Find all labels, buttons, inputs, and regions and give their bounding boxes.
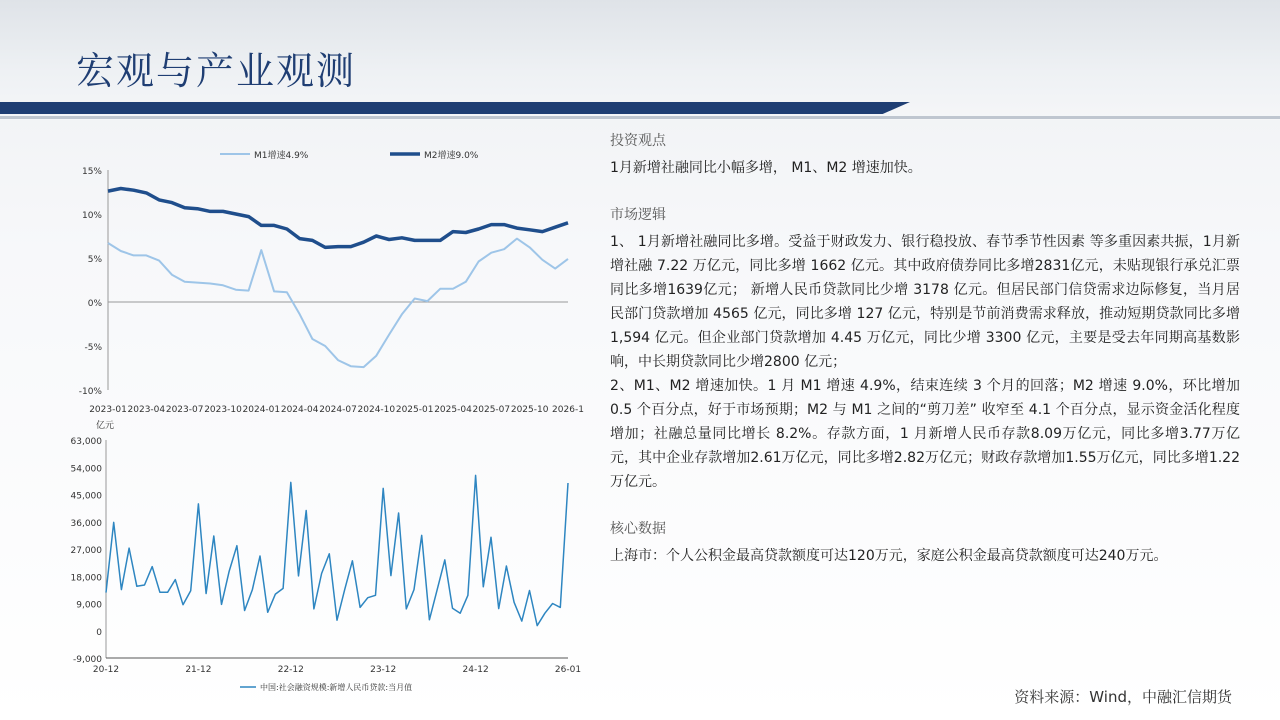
legend-label: M1增速4.9% bbox=[254, 151, 309, 161]
series-line-1 bbox=[106, 475, 568, 625]
y-tick-label: 9,000 bbox=[76, 600, 102, 611]
x-tick-label: 2023-01 bbox=[89, 405, 127, 415]
legend-label: 中国:社会融资规模:新增人民币贷款:当月值 bbox=[260, 683, 413, 692]
series-line-2 bbox=[108, 189, 568, 248]
x-tick-label: 2024-04 bbox=[280, 405, 319, 415]
x-tick-label: 26-01 bbox=[554, 665, 582, 675]
x-tick-label: 2024-07 bbox=[319, 405, 357, 415]
y-axis-unit: 亿元 bbox=[96, 421, 115, 431]
x-tick-label: 2026-1 bbox=[552, 405, 584, 415]
y-tick-label: 54,000 bbox=[70, 464, 102, 475]
y-tick-label: -9,000 bbox=[72, 655, 102, 665]
y-tick-label: 10% bbox=[81, 211, 102, 221]
x-tick-label: 2025-10 bbox=[510, 405, 549, 415]
x-tick-label: 2025-01 bbox=[395, 405, 434, 415]
x-tick-label: 2025-04 bbox=[434, 405, 472, 415]
y-tick-label: 18,000 bbox=[70, 573, 102, 584]
y-tick-label: 27,000 bbox=[70, 546, 102, 556]
y-tick-label: -10% bbox=[78, 387, 102, 397]
y-tick-label: 63,000 bbox=[70, 437, 102, 447]
section-heading: 投资观点 bbox=[610, 133, 666, 149]
x-tick-label: 2024-01 bbox=[242, 405, 281, 415]
x-tick-label: 22-12 bbox=[277, 665, 304, 675]
x-tick-label: 21-12 bbox=[185, 665, 212, 675]
section-paragraph: 1、 1月新增社融同比多增。受益于财政发力、银行稳投放、春节季节性因素 等多重因素共振，1月新增社融 7.22 万亿元，同比多增 1662 亿元。其中政府债券同比多增2831亿元，未贴现银行承兑汇票同比多增1639亿元； 新增人民币贷款同比少增 3178 亿元。但居民部门信贷需求边际修复，当月居民部门贷款增加 4565 亿元，同比多增 127 亿元，特别是节前消费需求释放，推动短期贷款同比多增1,594 亿元。但企业部门贷款增加 4.45 万亿元，同比少增 3300 亿元，主要是受去年同期高基数影响，中长期贷款同比少增2800 亿元； bbox=[610, 234, 1240, 370]
m1-m2-growth-chart bbox=[60, 140, 584, 430]
section-view bbox=[610, 130, 1240, 180]
x-tick-label: 2023-10 bbox=[204, 405, 242, 415]
title-divider bbox=[0, 116, 1280, 119]
y-tick-label: 0 bbox=[96, 627, 102, 638]
commentary-panel bbox=[610, 130, 1240, 568]
section-heading: 核心数据 bbox=[610, 521, 666, 537]
section-logic bbox=[610, 204, 1240, 494]
x-tick-label: 24-12 bbox=[462, 665, 489, 675]
series-line-1 bbox=[108, 239, 568, 368]
section-paragraph: 上海市：个人公积金最高贷款额度可达120万元，家庭公积金最高贷款额度可达240万元。 bbox=[610, 548, 1168, 564]
x-tick-label: 2024-10 bbox=[357, 405, 396, 415]
page-title: 宏观与产业观测 bbox=[76, 49, 357, 93]
new-loans-chart bbox=[60, 418, 580, 698]
y-tick-label: 5% bbox=[87, 255, 102, 265]
legend-label: M2增速9.0% bbox=[424, 151, 479, 161]
x-tick-label: 20-12 bbox=[92, 665, 120, 675]
y-tick-label: 0% bbox=[87, 299, 102, 309]
x-tick-label: 2023-04 bbox=[127, 405, 166, 415]
y-tick-label: 45,000 bbox=[70, 491, 102, 502]
title-underline-bar bbox=[0, 102, 910, 114]
x-tick-label: 23-12 bbox=[370, 665, 397, 675]
x-tick-label: 2025-07 bbox=[472, 405, 511, 415]
x-tick-label: 2023-07 bbox=[165, 405, 204, 415]
y-tick-label: 15% bbox=[81, 167, 102, 177]
section-paragraph: 2、M1、M2 增速加快。1 月 M1 增速 4.9%，结束连续 3 个月的回落；M2 增速 9.0%，环比增加 0.5 个百分点，好于市场预期；M2 与 M1 之间的“剪刀差” 收窄至 4.1 个百分点，显示资金活化程度增加；社融总量同比增长 8.2%。存款方面，1 月新增人民币存款8.09万亿元，同比多增3.77万亿元，其中企业存款增加2.61万亿元，同比多增2.82万亿元；财政存款增加1.55万亿元，同比多增1.22万亿元。 bbox=[610, 378, 1240, 490]
y-tick-label: 36,000 bbox=[70, 518, 102, 529]
section-core-data bbox=[610, 518, 1240, 568]
y-tick-label: -5% bbox=[84, 343, 102, 353]
section-heading: 市场逻辑 bbox=[610, 207, 666, 223]
source-note: 资料来源：Wind，中融汇信期货 bbox=[1014, 688, 1232, 706]
section-paragraph: 1月新增社融同比小幅多增， M1、M2 增速加快。 bbox=[610, 160, 922, 176]
